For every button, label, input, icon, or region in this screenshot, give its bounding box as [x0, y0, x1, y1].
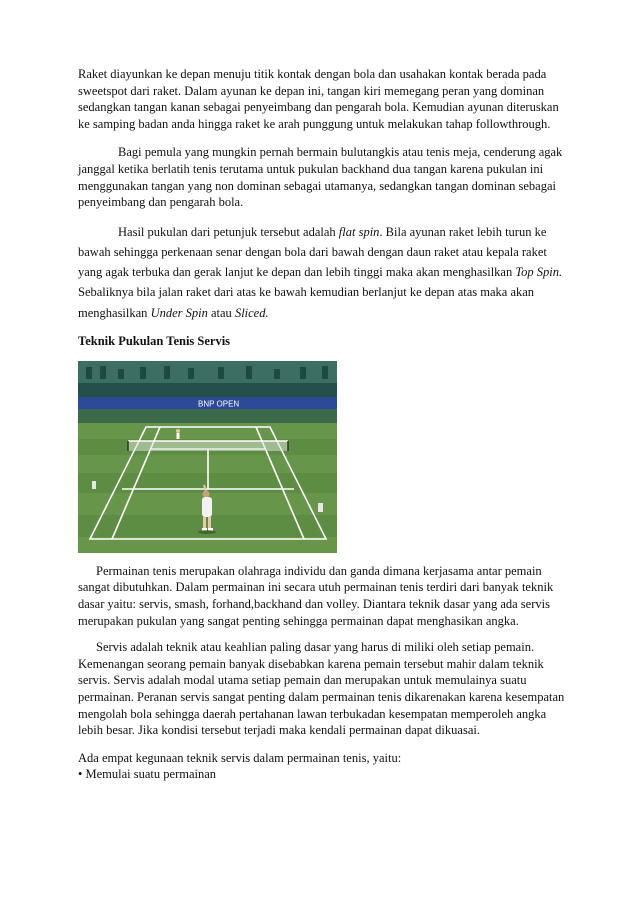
paragraph-serve-definition: Servis adalah teknik atau keahlian paling dasar yang harus di miliki oleh setiap pemain. Kemenangan seorang pemain banyak disebabkan karena pemain tersebut mahir dalam teknik servis. Servis adalah modal utama setiap pemain dan merupakan untuk memulainya suatu permainan. Peranan servis sangat penting dalam permainan tenis dikarenakan karena kesempatan mengolah bola sehingga daerah pertahanan lawan terbukadan kesempatan memperoleh angka lebih besar. Jika kondisi tersebut terjadi maka kendali permainan dapat dikuasai. [78, 640, 565, 738]
spin-term-under: Under Spin [150, 305, 208, 320]
spin-text-4: atau [207, 305, 235, 320]
document-page [78, 66, 568, 783]
spin-term-flat: flat spin [338, 224, 380, 239]
bullet-item: • Memulai suatu permainan [78, 767, 217, 782]
paragraph-tennis-intro: Permainan tenis merupakan olahraga individu dan ganda dimana kerjasama antar pemain sangat dibutuhkan. Dalam permainan ini secara utuh permainan tenis terdiri dari banyak teknik dasar yaitu: servis, smash, forhand,backhand dan volley. Diantara teknik dasar yang ada servis merupakan pukulan yang sangat penting sehingga permainan dapat menghasikan angka. [78, 563, 554, 628]
tennis-serve-image [78, 361, 337, 553]
spin-text-2: . Bila ayunan raket lebih turun ke bawah sehingga perkenaan senar dengan bola dari bawah dengan daun raket atau kepala raket yang agak terbuka dan gerak lanjut ke depan dan lebih tinggi maka akan menghasilkan [78, 224, 547, 280]
banner-text: BNP OPEN [198, 399, 240, 409]
paragraph-beginner: Bagi pemula yang mungkin pernah bermain bulutangkis atau tenis meja, cenderung agak janggal ketika berlatih tenis terutama untuk pukulan backhand dua tangan karena pukulan ini menggunakan tangan yang non dominan sebagai utamanya, sedangkan tangan dominan sebagai penyeimbang dan pengarah bola. [78, 145, 563, 210]
opponent-player [176, 429, 180, 439]
spin-text-1: Hasil pukulan dari petunjuk tersebut adalah [118, 224, 339, 239]
spin-term-top: Top Spin. [515, 265, 563, 280]
paragraph-swing: Raket diayunkan ke depan menuju titik kontak dengan bola dan usahakan kontak berada pada sweetspot dari raket. Dalam ayunan ke depan ini, tangan kiri memegang peran yang dominan sedangkan tangan kanan sebagai penyeimbang dan pengarah bola. Kemudian ayunan diteruskan ke samping badan anda hingga raket ke arah punggung untuk melakukan tahap followthrough. [78, 67, 559, 131]
tennis-court-illustration [78, 361, 337, 553]
spin-term-sliced: Sliced. [234, 305, 269, 320]
net [128, 441, 288, 451]
spin-text-3: Sebaliknya bila jalan raket dari atas ke bawah kemudian berlanjut ke depan atas maka akan menghasilkan [78, 285, 535, 320]
paragraph-spin [78, 222, 568, 323]
section-heading: Teknik Pukulan Tenis Servis [78, 333, 231, 348]
paragraph-serve-uses: Ada empat kegunaan teknik servis dalam permainan tenis, yaitu: [78, 750, 402, 765]
